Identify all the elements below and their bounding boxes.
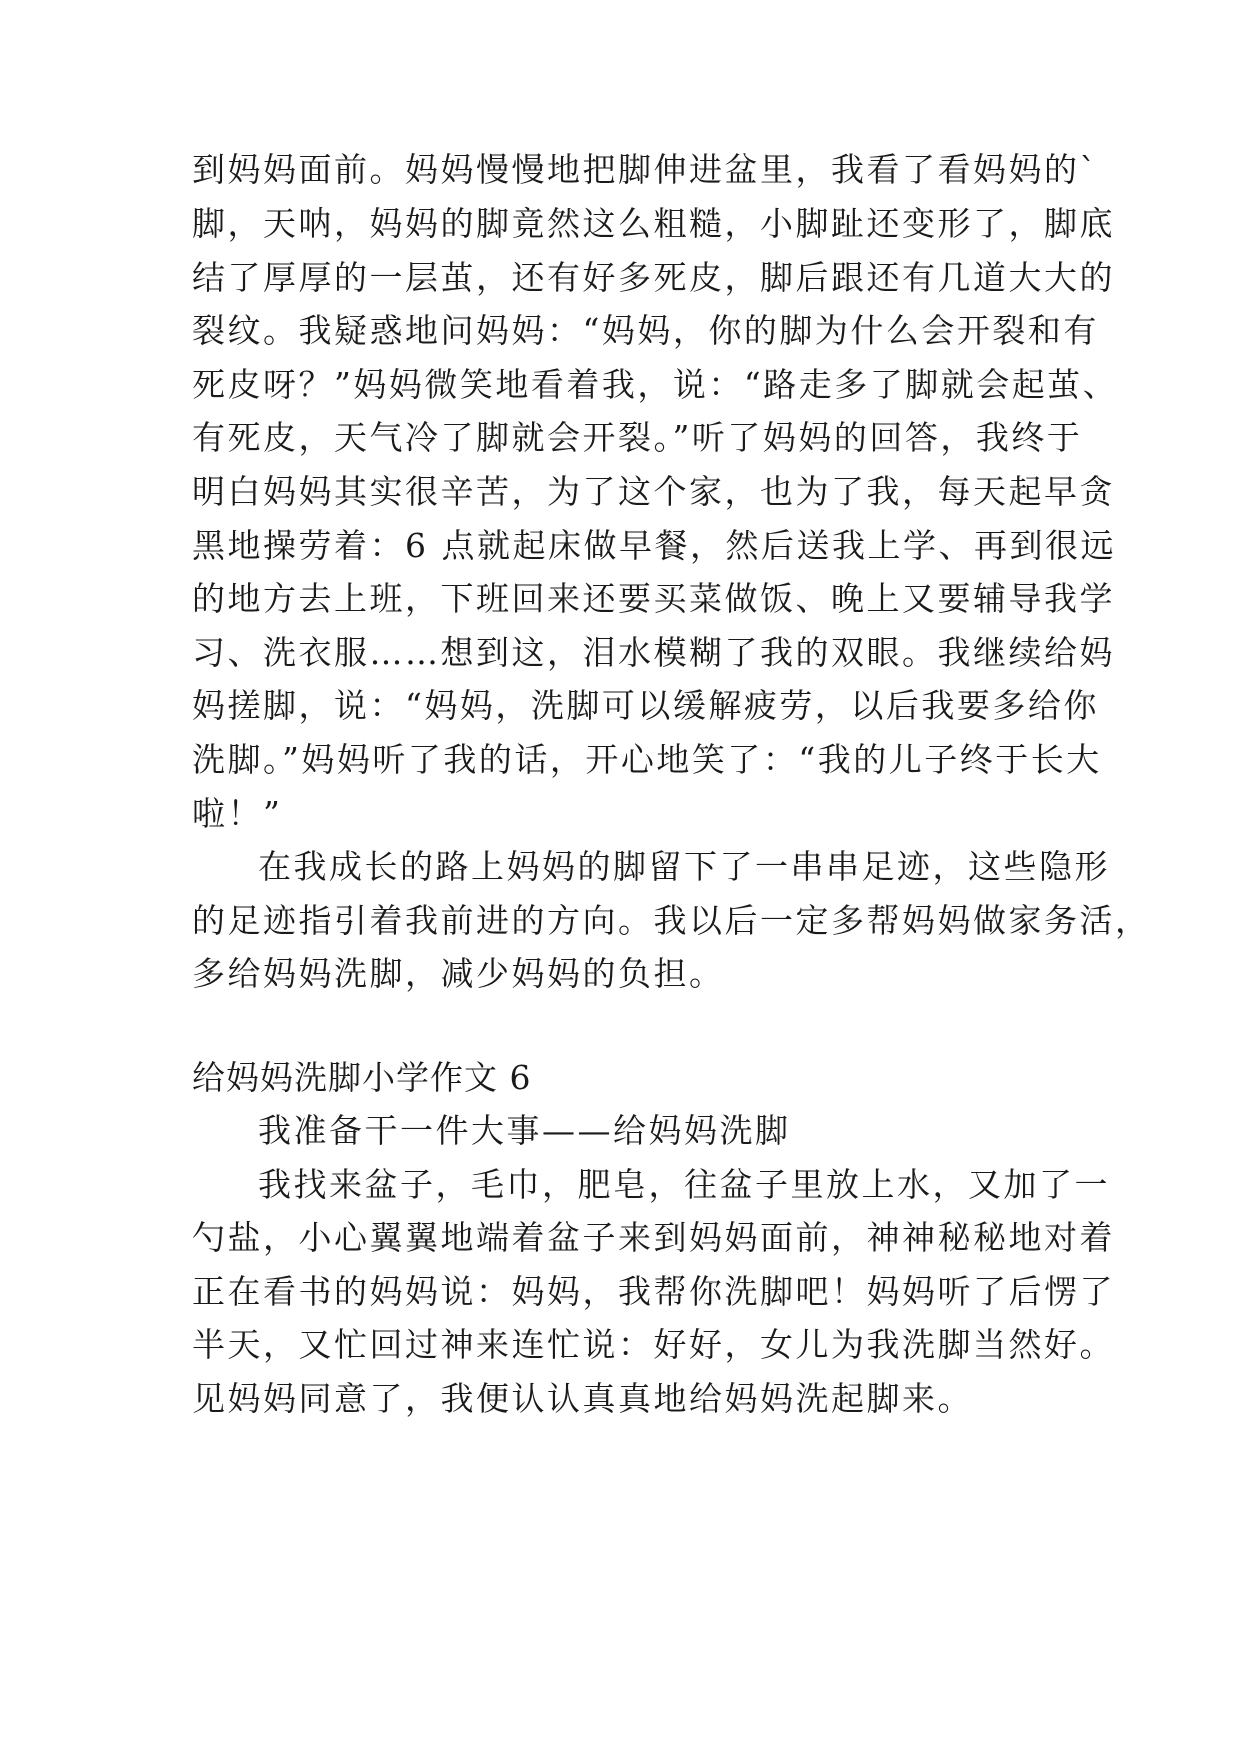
- text-line: 的足迹指引着我前进的方向。我以后一定多帮妈妈做家务活，: [192, 901, 1151, 940]
- text-line: 妈搓脚，说：“妈妈，洗脚可以缓解疲劳，以后我要多给你: [192, 686, 1099, 725]
- text-line: 多给妈妈洗脚，减少妈妈的负担。: [192, 954, 725, 993]
- text-line: 死皮呀？”妈妈微笑地看着我，说：“路走多了脚就会起茧、: [192, 365, 1119, 404]
- text-line: 正在看书的妈妈说：妈妈，我帮你洗脚吧！妈妈听了后愣了: [192, 1272, 1115, 1311]
- text-line: 勺盐，小心翼翼地端着盆子来到妈妈面前，神神秘秘地对着: [192, 1218, 1115, 1257]
- text-line: 有死皮，天气冷了脚就会开裂。”听了妈妈的回答，我终于: [192, 418, 1083, 457]
- section-title: 给妈妈洗脚小学作文 6: [192, 1058, 532, 1097]
- text-line: 在我成长的路上妈妈的脚留下了一串串足迹，这些隐形: [258, 847, 1110, 886]
- text-line: 黑地操劳着：6 点就起床做早餐，然后送我上学、再到很远: [192, 526, 1116, 565]
- text-line: 结了厚厚的一层茧，还有好多死皮，脚后跟还有几道大大的: [192, 258, 1115, 297]
- text-line: 明白妈妈其实很辛苦，为了这个家，也为了我，每天起早贪: [192, 472, 1115, 511]
- text-line: 脚，天呐，妈妈的脚竟然这么粗糙，小脚趾还变形了，脚底: [192, 204, 1115, 243]
- text-line: 啦！”: [192, 794, 283, 833]
- text-line: 的地方去上班，下班回来还要买菜做饭、晚上又要辅导我学: [192, 579, 1115, 618]
- text-line: 我找来盆子，毛巾，肥皂，往盆子里放上水，又加了一: [258, 1165, 1110, 1204]
- text-line: 到妈妈面前。妈妈慢慢地把脚伸进盆里，我看了看妈妈的`: [192, 150, 1099, 189]
- text-line: 半天，又忙回过神来连忙说：好好，女儿为我洗脚当然好。: [192, 1325, 1115, 1364]
- text-line: 见妈妈同意了，我便认认真真地给妈妈洗起脚来。: [192, 1379, 973, 1418]
- text-line: 洗脚。”妈妈听了我的话，开心地笑了：“我的儿子终于长大: [192, 740, 1102, 779]
- text-line: 习、洗衣服……想到这，泪水模糊了我的双眼。我继续给妈: [192, 633, 1115, 672]
- text-line: 裂纹。我疑惑地问妈妈：“妈妈，你的脚为什么会开裂和有: [192, 311, 1099, 350]
- section-subtitle: 我准备干一件大事——给妈妈洗脚: [258, 1111, 791, 1150]
